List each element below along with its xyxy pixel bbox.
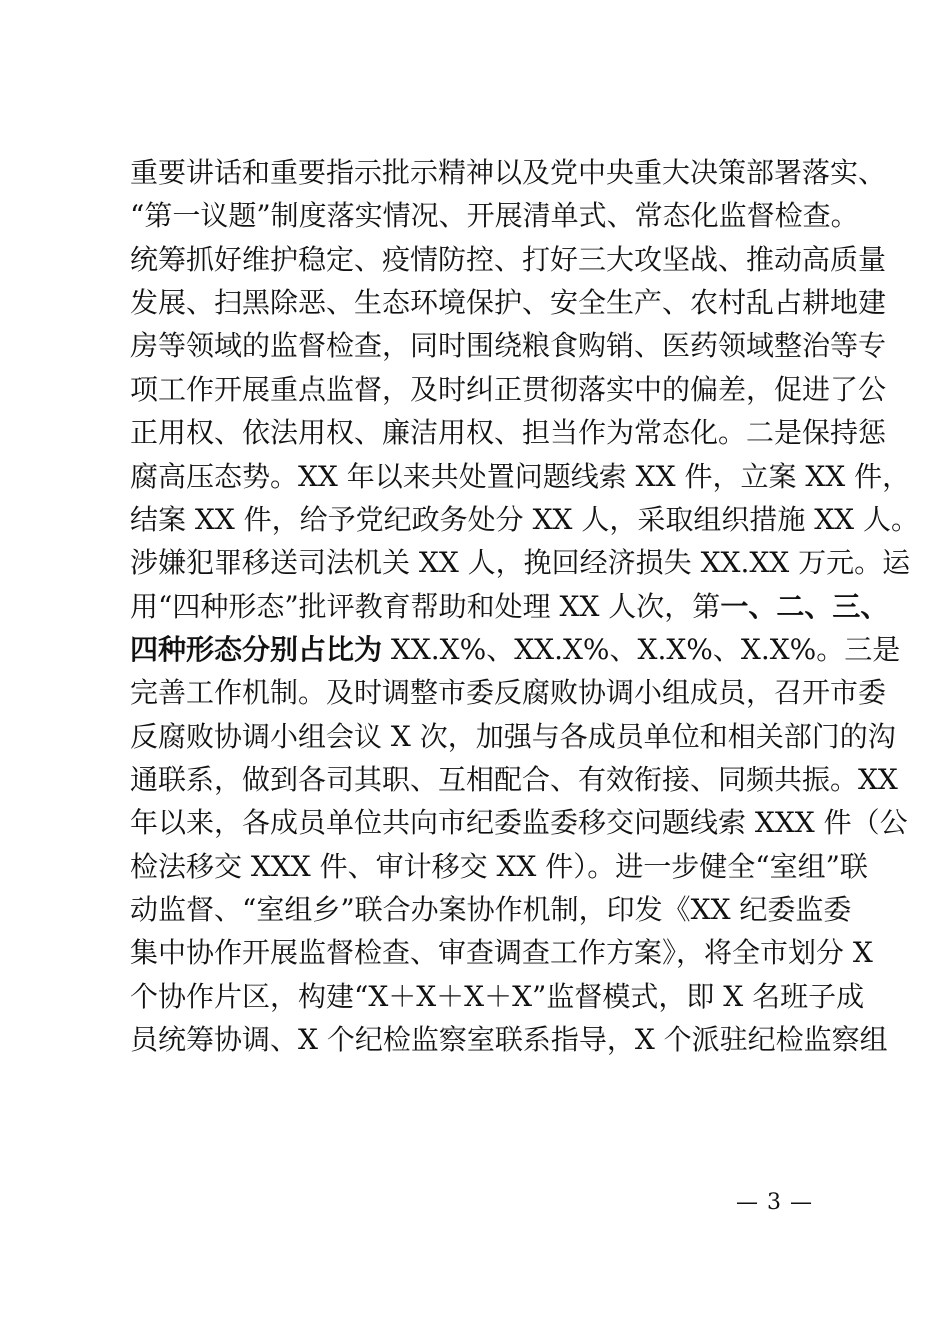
text-line: 员统筹协调、X 个纪检监察室联系指导，X 个派驻纪检监察组 <box>130 1023 888 1057</box>
text-line: 项工作开展重点监督，及时纠正贯彻落实中的偏差，促进了公 <box>130 372 887 406</box>
text-line: 个协作片区，构建“X＋X＋X＋X”监督模式，即 X 名班子成 <box>130 979 865 1013</box>
text-line: 重要讲话和重要指示批示精神以及党中央重大决策部署落实、 <box>130 156 887 189</box>
text-line <box>130 585 889 628</box>
text-line: 涉嫌犯罪移送司法机关 XX 人，挽回经济损失 XX.XX 万元。运 <box>130 546 911 580</box>
text-line: “第一议题”制度落实情况、开展清单式、常态化监督检查。 <box>130 199 859 233</box>
text-line: 反腐败协调小组会议 X 次，加强与各成员单位和相关部门的沟 <box>130 719 896 753</box>
text-line: 完善工作机制。及时调整市委反腐败协调小组成员，召开市委 <box>130 676 887 710</box>
text-line: 腐高压态势。XX 年以来共处置问题线索 XX 件，立案 XX 件， <box>130 459 911 493</box>
text-line: 年以来，各成员单位共向市纪委监委移交问题线索 XXX 件（公 <box>130 806 908 840</box>
text-segment: XX.X%、XX.X%、X.X%、X.X%。三是 <box>382 632 901 666</box>
text-line: 结案 XX 件，给予党纪政务处分 XX 人，采取组织措施 XX 人。 <box>130 502 920 536</box>
bold-text-segment: 一、二、三、 <box>720 589 889 623</box>
text-line: 房等领域的监督检查，同时围绕粮食购销、医药领域整治等专 <box>130 329 887 363</box>
text-line <box>130 628 901 671</box>
text-line: 统筹抓好维护稳定、疫情防控、打好三大攻坚战、推动高质量 <box>130 242 887 276</box>
text-line: 集中协作开展监督检查、审查调查工作方案》，将全市划分 X <box>130 936 873 970</box>
page-number: — 3 — <box>736 1190 813 1215</box>
text-line: 检法移交 XXX 件、审计移交 XX 件）。进一步健全“室组”联 <box>130 849 868 883</box>
text-line: 发展、扫黑除恶、生态环境保护、安全生产、农村乱占耕地建 <box>130 286 887 320</box>
bold-text-segment: 四种形态分别占比为 <box>130 632 383 666</box>
text-segment: 用“四种形态”批评教育帮助和处理 XX 人次，第 <box>130 589 721 623</box>
text-line: 通联系，做到各司其职、互相配合、有效衔接、同频共振。XX <box>130 763 898 797</box>
document-body <box>130 151 920 1062</box>
text-line: 动监督、“室组乡”联合办案协作机制，印发《XX 纪委监委 <box>130 893 852 927</box>
text-line: 正用权、依法用权、廉洁用权、担当作为常态化。二是保持惩 <box>130 416 887 450</box>
